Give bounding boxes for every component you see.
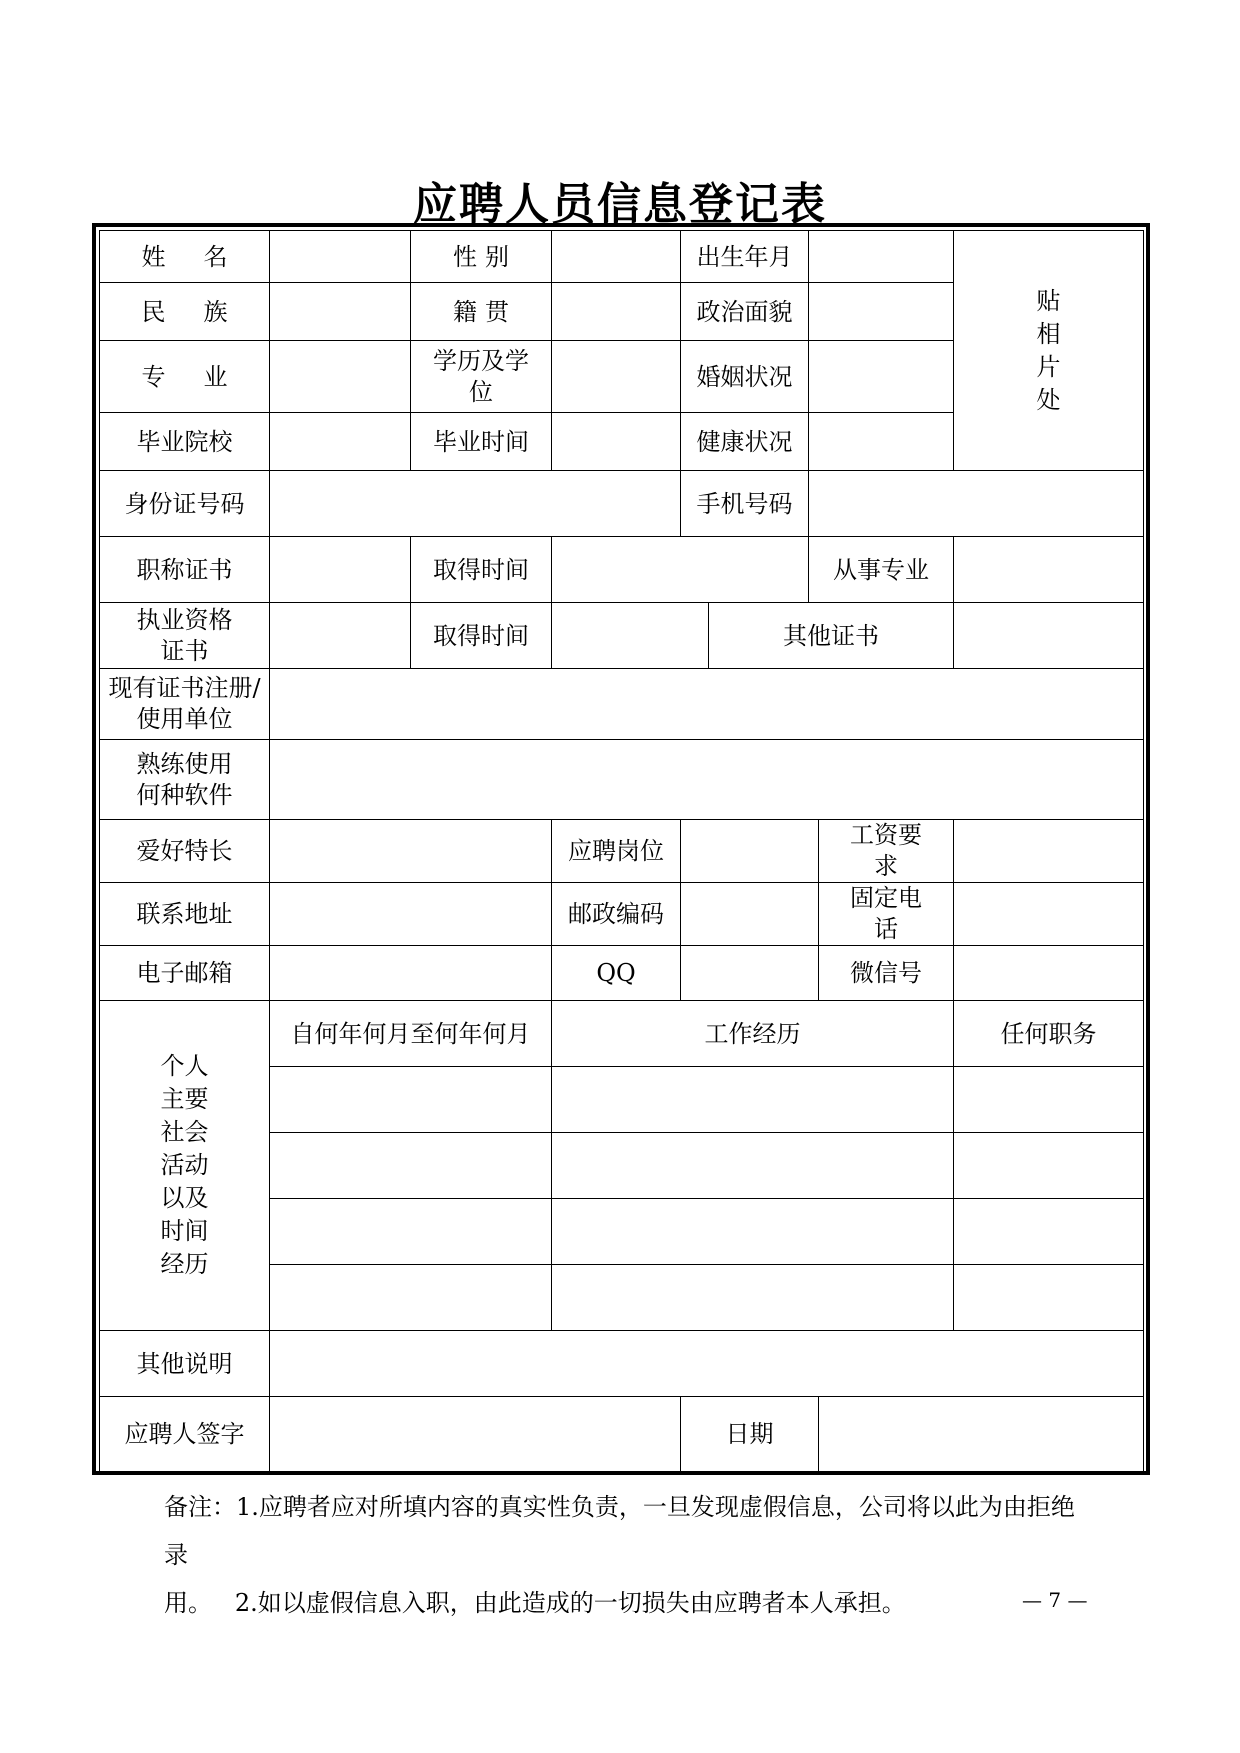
label-major: 专业 (100, 341, 270, 413)
row-title-cert (100, 537, 1144, 603)
field-wechat[interactable] (954, 946, 1144, 1001)
label-other-cert: 其他证书 (709, 603, 954, 669)
field-specialty[interactable] (954, 537, 1144, 603)
field-salary[interactable] (954, 820, 1144, 883)
history-period-cell[interactable] (270, 1067, 552, 1133)
history-duty-cell[interactable] (954, 1067, 1144, 1133)
label-address: 联系地址 (100, 883, 270, 946)
field-cert-unit[interactable] (270, 669, 1144, 740)
label-graduation-time: 毕业时间 (411, 413, 552, 471)
label-salary: 工资要求 (819, 820, 954, 883)
field-political-status[interactable] (809, 283, 954, 341)
label-hobbies: 爱好特长 (100, 820, 270, 883)
header-duty: 任何职务 (954, 1001, 1144, 1067)
label-gender: 性别 (411, 231, 552, 283)
notes-line-1: 备注：1.应聘者应对所填内容的真实性负责，一旦发现虚假信息，公司将以此为由拒绝录 (164, 1493, 1075, 1569)
label-mobile: 手机号码 (681, 471, 809, 537)
history-work-cell[interactable] (552, 1199, 954, 1265)
row-software (100, 740, 1144, 820)
label-title-cert: 职称证书 (100, 537, 270, 603)
field-email[interactable] (270, 946, 552, 1001)
history-duty-cell[interactable] (954, 1199, 1144, 1265)
field-hobbies[interactable] (270, 820, 552, 883)
history-work-cell[interactable] (552, 1133, 954, 1199)
field-signature[interactable] (270, 1397, 681, 1472)
photo-box: 贴相片处 (954, 231, 1144, 471)
row-address (100, 883, 1144, 946)
label-landline: 固定电话 (819, 883, 954, 946)
field-graduation-time[interactable] (552, 413, 681, 471)
field-degree[interactable] (552, 341, 681, 413)
field-software[interactable] (270, 740, 1144, 820)
label-cert-unit: 现有证书注册/使用单位 (100, 669, 270, 740)
label-ethnicity: 民族 (100, 283, 270, 341)
registration-form-table (99, 230, 1144, 1472)
label-native-place: 籍贯 (411, 283, 552, 341)
field-ethnicity[interactable] (270, 283, 411, 341)
label-political-status: 政治面貌 (681, 283, 809, 341)
row-other-notes (100, 1331, 1144, 1397)
field-obtain-time-2[interactable] (552, 603, 709, 669)
field-native-place[interactable] (552, 283, 681, 341)
row-email (100, 946, 1144, 1001)
label-practice-cert: 执业资格证书 (100, 603, 270, 669)
label-history: 个人主要社会活动以及时间经历 (100, 1001, 270, 1331)
label-other-notes: 其他说明 (100, 1331, 270, 1397)
notes-line-2: 用。 2.如以虚假信息入职，由此造成的一切损失由应聘者本人承担。 (164, 1589, 906, 1617)
label-school: 毕业院校 (100, 413, 270, 471)
label-obtain-time: 取得时间 (411, 537, 552, 603)
label-email: 电子邮箱 (100, 946, 270, 1001)
row-practice-cert (100, 603, 1144, 669)
field-gender[interactable] (552, 231, 681, 283)
field-obtain-time[interactable] (552, 537, 809, 603)
field-address[interactable] (270, 883, 552, 946)
label-qq: QQ (552, 946, 681, 1001)
row-cert-unit (100, 669, 1144, 740)
header-period: 自何年何月至何年何月 (270, 1001, 552, 1067)
label-obtain-time-2: 取得时间 (411, 603, 552, 669)
notes (164, 1483, 1094, 1627)
label-date: 日期 (681, 1397, 819, 1472)
field-position[interactable] (681, 820, 819, 883)
field-practice-cert[interactable] (270, 603, 411, 669)
field-landline[interactable] (954, 883, 1144, 946)
field-date[interactable] (819, 1397, 1144, 1472)
label-specialty: 从事专业 (809, 537, 954, 603)
row-history-header (100, 1001, 1144, 1067)
history-duty-cell[interactable] (954, 1265, 1144, 1331)
history-work-cell[interactable] (552, 1067, 954, 1133)
header-work-exp: 工作经历 (552, 1001, 954, 1067)
field-school[interactable] (270, 413, 411, 471)
label-id-number: 身份证号码 (100, 471, 270, 537)
field-postcode[interactable] (681, 883, 819, 946)
field-marital-status[interactable] (809, 341, 954, 413)
row-hobbies (100, 820, 1144, 883)
field-mobile[interactable] (809, 471, 1144, 537)
label-wechat: 微信号 (819, 946, 954, 1001)
field-other-notes[interactable] (270, 1331, 1144, 1397)
label-degree: 学历及学位 (411, 341, 552, 413)
label-postcode: 邮政编码 (552, 883, 681, 946)
history-work-cell[interactable] (552, 1265, 954, 1331)
field-other-cert[interactable] (954, 603, 1144, 669)
label-position: 应聘岗位 (552, 820, 681, 883)
label-software: 熟练使用何种软件 (100, 740, 270, 820)
history-period-cell[interactable] (270, 1133, 552, 1199)
field-health[interactable] (809, 413, 954, 471)
label-birth: 出生年月 (681, 231, 809, 283)
field-title-cert[interactable] (270, 537, 411, 603)
history-period-cell[interactable] (270, 1265, 552, 1331)
label-marital-status: 婚姻状况 (681, 341, 809, 413)
label-health: 健康状况 (681, 413, 809, 471)
history-period-cell[interactable] (270, 1199, 552, 1265)
field-birth[interactable] (809, 231, 954, 283)
field-id-number[interactable] (270, 471, 681, 537)
row-name (100, 231, 1144, 283)
row-signature (100, 1397, 1144, 1472)
label-signature: 应聘人签字 (100, 1397, 270, 1472)
row-id-number (100, 471, 1144, 537)
form-title: 应聘人员信息登记表 (413, 179, 827, 230)
field-name[interactable] (270, 231, 411, 283)
label-name: 姓名 (100, 231, 270, 283)
page-number: — 7 — (1022, 1588, 1088, 1612)
history-duty-cell[interactable] (954, 1133, 1144, 1199)
field-major[interactable] (270, 341, 411, 413)
field-qq[interactable] (681, 946, 819, 1001)
